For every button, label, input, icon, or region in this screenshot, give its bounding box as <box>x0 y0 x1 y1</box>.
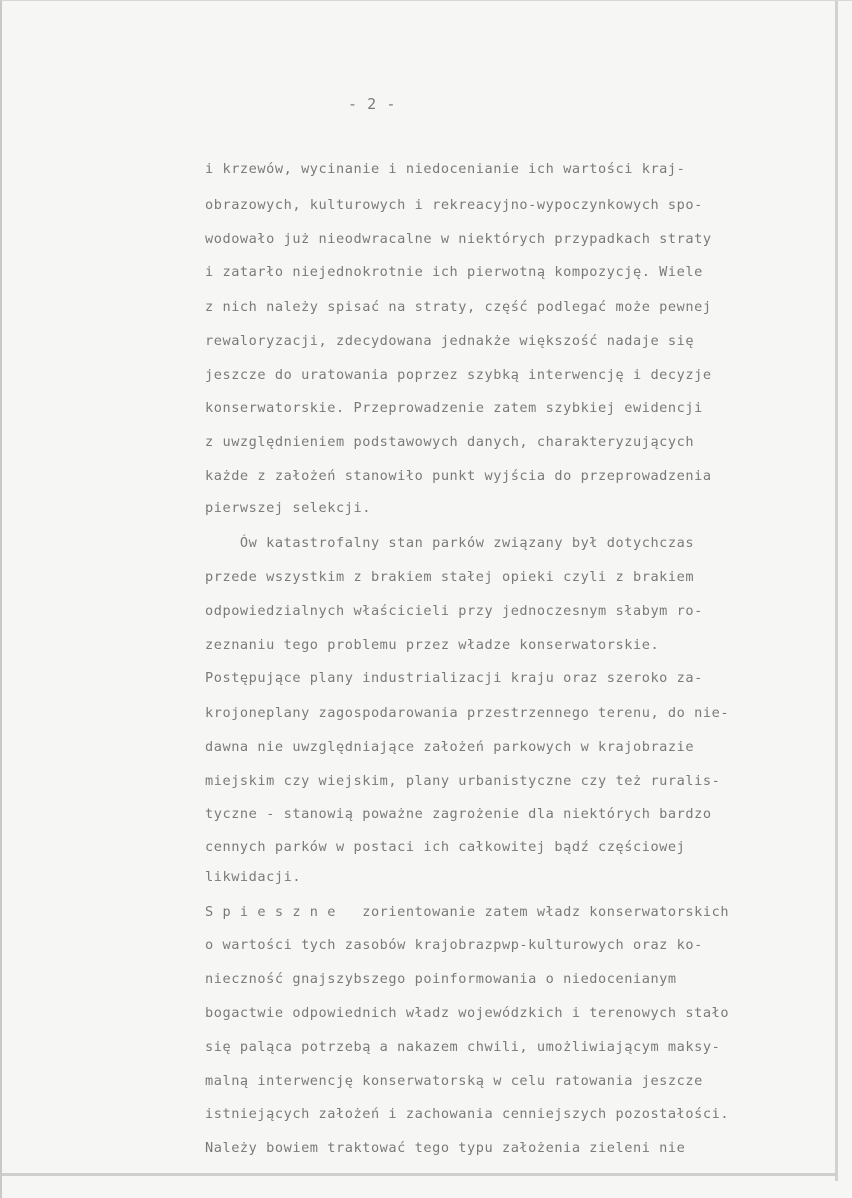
page-number: - 2 - <box>348 95 396 113</box>
text-line: z nich należy spisać na straty, część podlegać może pewnej <box>205 299 712 315</box>
text-line: odpowiedzialnych właścicieli przy jednoczesnym słabym ro- <box>205 603 703 619</box>
text-line: cennych parków w postaci ich całkowitej bądź częściowej <box>205 839 686 855</box>
text-line: przede wszystkim z brakiem stałej opieki czyli z brakiem <box>205 569 695 585</box>
text-line: pierwszej selekcji. <box>205 500 371 516</box>
scan-edge-right <box>835 1 838 1181</box>
text-line: Należy bowiem traktować tego typu założenia zieleni nie <box>205 1140 686 1156</box>
text-line: zeznaniu tego problemu przez władze konserwatorskie. <box>205 637 660 653</box>
text-line: dawna nie uwzględniające założeń parkowych w krajobrazie <box>205 739 695 755</box>
text-line: nieczność gnajszybszego poinformowania o niedocenianym <box>205 971 677 987</box>
scan-edge-bottom <box>2 1173 838 1176</box>
text-line: bogactwie odpowiednich władz wojewódzkich i terenowych stało <box>205 1005 730 1021</box>
text-line: Postępujące plany industrializacji kraju oraz szeroko za- <box>205 670 703 686</box>
text-line: o wartości tych zasobów krajobrazpwp-kulturowych oraz ko- <box>205 937 703 953</box>
text-line: z uwzględnieniem podstawowych danych, charakteryzujących <box>205 434 695 450</box>
text-line: obrazowych, kulturowych i rekreacyjno-wypoczynkowych spo- <box>205 197 703 213</box>
text-line: konserwatorskie. Przeprowadzenie zatem szybkiej ewidencji <box>205 400 703 416</box>
text-line: każde z założeń stanowiło punkt wyjścia do przeprowadzenia <box>205 468 712 484</box>
text-line: krojoneplany zagospodarowania przestrzennego terenu, do nie- <box>205 705 730 721</box>
text-line: się paląca potrzebą a nakazem chwili, umożliwiającym maksy- <box>205 1039 721 1055</box>
text-line: Ów katastrofalny stan parków związany był dotychczas <box>205 535 695 551</box>
text-line: i krzewów, wycinanie i niedocenianie ich wartości kraj- <box>205 161 686 177</box>
text-line: jeszcze do uratowania poprzez szybką interwencję i decyzje <box>205 367 712 383</box>
text-line: S p i e s z n e zorientowanie zatem władz konserwatorskich <box>205 904 730 920</box>
text-line: wodowało już nieodwracalne w niektórych przypadkach straty <box>205 231 712 247</box>
text-line: miejskim czy wiejskim, plany urbanistyczne czy też ruralis- <box>205 773 721 789</box>
text-line: istniejących założeń i zachowania cenniejszych pozostałości. <box>205 1106 730 1122</box>
text-line: i zatarło niejednokrotnie ich pierwotną kompozycję. Wiele <box>205 264 703 280</box>
text-line: likwidacji. <box>205 869 302 885</box>
text-line: tyczne - stanowią poważne zagrożenie dla niektórych bardzo <box>205 806 712 822</box>
text-line: rewaloryzacji, zdecydowana jednakże większość nadaje się <box>205 333 695 349</box>
text-line: malną interwencję konserwatorską w celu ratowania jeszcze <box>205 1073 703 1089</box>
